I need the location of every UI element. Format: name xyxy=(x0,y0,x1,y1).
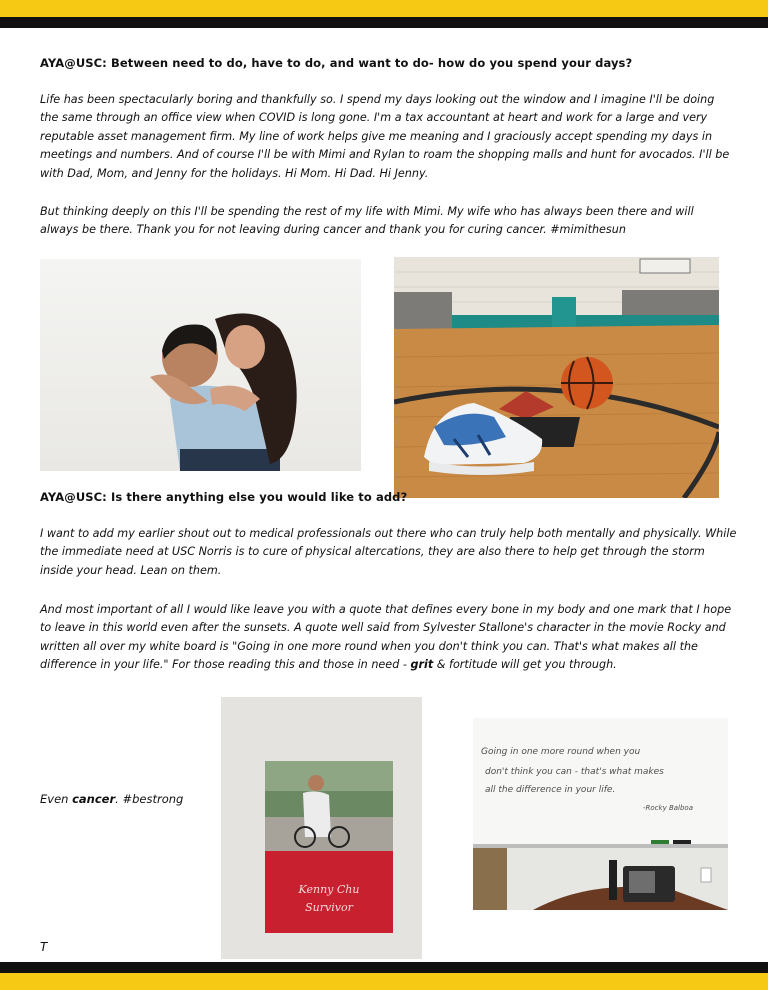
photo-caption xyxy=(40,792,183,806)
section1-paragraph2: But thinking deeply on this I'll be spending the rest of my life with Mimi. My wife who has always been there and will always be there. Thank you for not leaving during cancer and thank you for curing cancer. #mimithesun xyxy=(40,205,694,237)
survivor-poster-photo xyxy=(221,697,422,959)
page-mark: T xyxy=(40,940,48,954)
section2-paragraph2 xyxy=(40,601,740,675)
whiteboard-photo xyxy=(473,718,728,910)
section2-heading: AYA@USC: Is there anything else you would like to add? xyxy=(40,490,408,504)
top-black-band xyxy=(0,17,768,28)
poster-title: Survivor xyxy=(305,901,353,914)
whiteboard-line1: Going in one more round when you xyxy=(481,747,641,757)
bottom-yellow-band xyxy=(0,973,768,990)
quote-ending: & fortitude will get you through. xyxy=(433,658,617,672)
basketball-court-photo xyxy=(394,257,719,498)
bottom-black-band xyxy=(0,962,768,973)
grit-word: grit xyxy=(410,658,434,672)
section1-paragraph1: Life has been spectacularly boring and thankfully so. I spend my days looking out the window and I imagine I'll be doing the same through an office view when COVID is long gone. I'm a tax accountant at heart and work for a large and very reputable asset management firm. My line of work helps give me meaning and I graciously accept spending my days in meetings and numbers. And of course I'll be with Mimi and Rylan to roam the shopping malls and hunt for avocados. I'll be with Dad, Mom, and Jenny for the holidays. Hi Mom. Hi Dad. Hi Jenny. xyxy=(40,93,730,180)
caption-start: Even xyxy=(40,792,73,806)
couple-photo xyxy=(40,259,361,471)
quote-text: And most important of all I would like leave you with a quote that defines every bone in my body and one mark that I hope to leave in this world even after the sunsets. A quote well said from Sylvester Stallone's character in the movie Rocky and written all over my white board is "Going in one more round when you don't think you can. That's what makes all the difference in your life." For those reading this and those in need - xyxy=(40,603,732,672)
section1-heading: AYA@USC: Between need to do, have to do, and want to do- how do you spend your days? xyxy=(40,56,633,70)
caption-hashtag: . #bestrong xyxy=(115,792,184,806)
poster-name: Kenny Chu xyxy=(298,883,360,896)
caption-bold: cancer xyxy=(72,792,116,806)
section2-paragraph1: I want to add my earlier shout out to medical professionals out there who can truly help both mentally and physically. While the immediate need at USC Norris is to cure of physical altercations, they are also there to help get through the storm inside your head. Lean on them. xyxy=(40,527,737,577)
top-yellow-band xyxy=(0,0,768,17)
whiteboard-line2: don't think you can - that's what makes xyxy=(485,767,664,777)
whiteboard-line3: all the difference in your life. xyxy=(485,785,616,795)
whiteboard-line4: -Rocky Balboa xyxy=(643,804,693,812)
